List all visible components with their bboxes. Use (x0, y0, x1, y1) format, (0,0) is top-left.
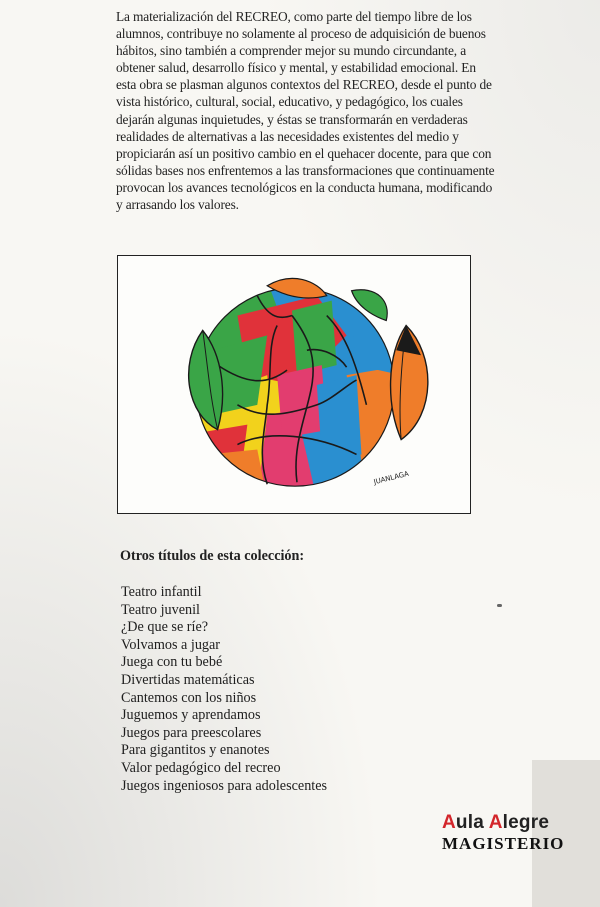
logo-word-part: legre (502, 812, 550, 833)
collection-title: Juega con tu bebé (121, 654, 223, 671)
collection-title: Divertidas matemáticas (121, 671, 255, 688)
logo-letter-a: A (488, 812, 503, 833)
collection-title: Juegos ingeniosos para adolescentes (121, 777, 328, 794)
collection-title: Teatro infantil (121, 584, 202, 600)
cover-illustration (118, 256, 470, 513)
collection-title: Juguemos y aprendamos (121, 707, 261, 724)
collection-title: Valor pedagógico del recreo (121, 759, 281, 776)
back-cover-blurb: La materialización del RECREO, como parte del tiempo libre de los alumnos, contribuye no solamente al proceso de adquisición de buenos hábitos, sino también a comprender mejor su mundo circundante, a obtener salud, desarrollo físico y mental, y estabilidad emocional. En esta obra se plasman algunos contextos del RECREO, desde el punto de vista histórico, cultural, social, educativo, y pedagógico, los cuales dejarán algunas inquietudes, y éstas se transformarán en verdaderas realidades de alternativas a las necesidades existentes del medio y propiciarán así un positivo cambio en el quehacer docente, para que con sólidas bases nos enfrentemos a las transformaciones que continuamente provocan los avances tecnológicos en la conducta humana, modificando y arrasando los valores. (116, 9, 495, 213)
collection-title: Teatro juvenil (121, 601, 200, 618)
collection-title: Juegos para preescolares (121, 724, 262, 741)
cover-illustration-frame (117, 255, 471, 514)
logo-word-part: ula (455, 812, 489, 833)
publisher-logo-imprint: MAGISTERIO (442, 834, 565, 853)
collection-title: Volvamos a jugar (121, 636, 221, 653)
print-speck (497, 604, 502, 607)
publisher-logo (442, 812, 592, 854)
logo-letter-a: A (442, 812, 456, 833)
collection-title: Cantemos con los niños (121, 689, 257, 706)
collection-title-list (121, 584, 327, 795)
publisher-logo-name (442, 812, 592, 834)
artist-signature: JUANLAGA (372, 469, 410, 487)
collection-title: ¿De que se ríe? (121, 619, 209, 636)
collection-heading: Otros títulos de esta colección: (120, 548, 305, 564)
collection-title: Para gigantitos y enanotes (121, 742, 270, 759)
